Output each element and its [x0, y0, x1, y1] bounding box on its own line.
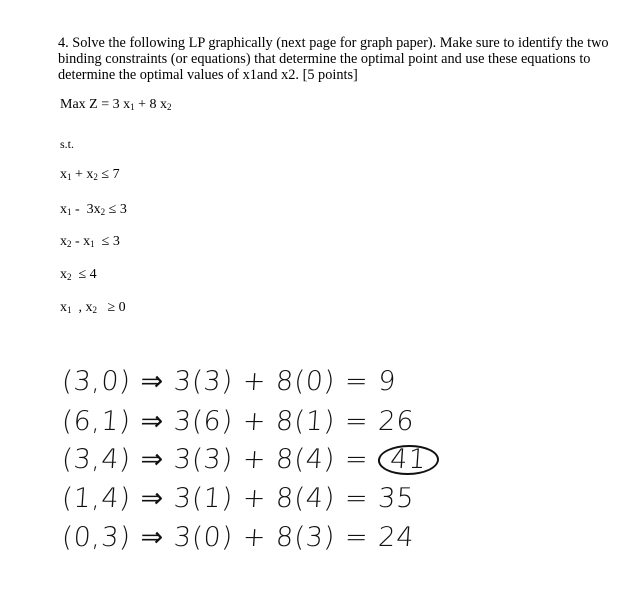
handwritten-line: (6,1) ⇒ 3(6) + 8(1) = 26: [60, 406, 416, 437]
constraint: $x_2 \le 4$: [60, 267, 97, 282]
objective-function: Max Z = 3 $x_1 + 8$ $x_2$: [60, 97, 172, 112]
handwritten-line: (0,3) ⇒ 3(0) + 8(3) = 24: [60, 522, 416, 553]
handwritten-line: (1,4) ⇒ 3(1) + 8(4) = 35: [60, 483, 416, 514]
constraint: $x_1 - 3x_2 \le 3$: [60, 202, 127, 217]
constraint: $x_1 + x_2 \le 7$: [60, 167, 120, 182]
subject-to-label: s.t.: [60, 137, 75, 151]
constraint: $x_1$ , $x_2 \ge 0$: [60, 300, 126, 315]
circled-optimal-value: 41: [377, 445, 439, 475]
handwritten-line: (3,4) ⇒ 3(3) + 8(4) = 41: [61, 444, 440, 475]
constraint: $x_2 - x_1 \le 3$: [60, 234, 120, 249]
handwritten-line: (3,0) ⇒ 3(3) + 8(0) = 9: [60, 366, 398, 397]
question-text: 4. Solve the following LP graphically (next page for graph paper). Make sure to identify the two binding constraints (or equations) that determine the optimal point and use these equations to determine the optimal values of x1and x2. [5 points]: [58, 35, 609, 83]
